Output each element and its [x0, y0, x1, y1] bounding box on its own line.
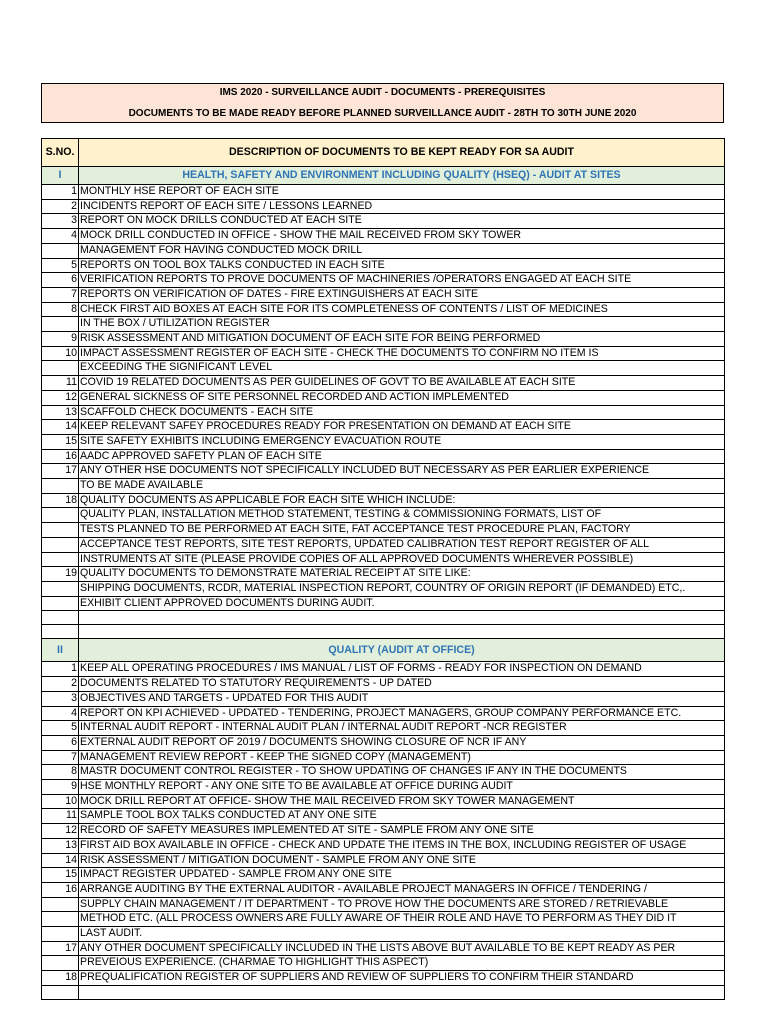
document-header — [41, 83, 724, 123]
row-description: REPORTS ON VERIFICATION OF DATES - FIRE EXTINGUISHERS AT EACH SITE — [79, 287, 725, 302]
row-description: QUALITY DOCUMENTS AS APPLICABLE FOR EACH SITE WHICH INCLUDE: — [79, 493, 725, 508]
row-description: PREVEIOUS EXPERIENCE. (CHARMAE TO HIGHLIGHT THIS ASPECT) — [79, 956, 725, 971]
row-number: 15 — [42, 868, 79, 883]
row-number: 14 — [42, 420, 79, 435]
table-row — [42, 882, 725, 897]
table-row — [42, 376, 725, 391]
row-description: ARRANGE AUDITING BY THE EXTERNAL AUDITOR - AVAILABLE PROJECT MANAGERS IN OFFICE / TENDERING / — [79, 882, 725, 897]
table-row — [42, 853, 725, 868]
row-description: EXHIBIT CLIENT APPROVED DOCUMENTS DURING AUDIT. — [79, 596, 725, 611]
row-description: REPORTS ON TOOL BOX TALKS CONDUCTED IN EACH SITE — [79, 258, 725, 273]
blank-cell — [79, 625, 725, 639]
document-title: IMS 2020 - SURVEILLANCE AUDIT - DOCUMENTS - PREREQUISITES — [219, 87, 546, 98]
row-description: KEEP ALL OPERATING PROCEDURES / IMS MANUAL / LIST OF FORMS - READY FOR INSPECTION ON DEMAND — [79, 662, 725, 677]
blank-cell — [42, 625, 79, 639]
row-description: DOCUMENTS RELATED TO STATUTORY REQUIREMENTS - UP DATED — [79, 677, 725, 692]
row-description: FIRST AID BOX AVAILABLE IN OFFICE - CHECK AND UPDATE THE ITEMS IN THE BOX, INCLUDING REGISTER OF USAGE — [79, 838, 725, 853]
table-row — [42, 434, 725, 449]
table-row — [42, 662, 725, 677]
row-description: MOCK DRILL CONDUCTED IN OFFICE - SHOW THE MAIL RECEIVED FROM SKY TOWER — [79, 229, 725, 244]
row-description: MASTR DOCUMENT CONTROL REGISTER - TO SHOW UPDATING OF CHANGES IF ANY IN THE DOCUMENTS — [79, 765, 725, 780]
row-number: 12 — [42, 390, 79, 405]
row-number: 16 — [42, 882, 79, 897]
table-row — [42, 971, 725, 986]
table-row — [42, 508, 725, 523]
table-row — [42, 794, 725, 809]
row-number: 9 — [42, 332, 79, 347]
row-description: SUPPLY CHAIN MANAGEMENT / IT DEPARTMENT - TO PROVE HOW THE DOCUMENTS ARE STORED / RETRIEVABLE — [79, 897, 725, 912]
row-number: 5 — [42, 258, 79, 273]
row-description: TO BE MADE AVAILABLE — [79, 479, 725, 494]
row-description: MONTHLY HSE REPORT OF EACH SITE — [79, 185, 725, 200]
table-row — [42, 537, 725, 552]
row-number: 6 — [42, 735, 79, 750]
section-header-row — [42, 167, 725, 185]
table-row — [42, 479, 725, 494]
table-row — [42, 214, 725, 229]
blank-cell — [42, 611, 79, 625]
row-description: INTERNAL AUDIT REPORT - INTERNAL AUDIT PLAN / INTERNAL AUDIT REPORT -NCR REGISTER — [79, 721, 725, 736]
row-number — [42, 956, 79, 971]
row-number: 8 — [42, 765, 79, 780]
row-description: EXTERNAL AUDIT REPORT OF 2019 / DOCUMENTS SHOWING CLOSURE OF NCR IF ANY — [79, 735, 725, 750]
row-number — [42, 317, 79, 332]
row-description: IN THE BOX / UTILIZATION REGISTER — [79, 317, 725, 332]
row-number: 13 — [42, 838, 79, 853]
row-number: 10 — [42, 346, 79, 361]
row-description: RECORD OF SAFETY MEASURES IMPLEMENTED AT SITE - SAMPLE FROM ANY ONE SITE — [79, 824, 725, 839]
table-row — [42, 346, 725, 361]
row-number — [42, 581, 79, 596]
row-description: INCIDENTS REPORT OF EACH SITE / LESSONS LEARNED — [79, 199, 725, 214]
blank-cell — [42, 985, 79, 999]
row-number: 2 — [42, 677, 79, 692]
row-number: 3 — [42, 214, 79, 229]
table-row — [42, 868, 725, 883]
row-description: KEEP RELEVANT SAFEY PROCEDURES READY FOR PRESENTATION ON DEMAND AT EACH SITE — [79, 420, 725, 435]
row-number: 3 — [42, 691, 79, 706]
row-number — [42, 243, 79, 258]
row-number: 10 — [42, 794, 79, 809]
table-row — [42, 809, 725, 824]
section-number: I — [42, 167, 79, 185]
row-number — [42, 596, 79, 611]
table-row — [42, 677, 725, 692]
row-number: 4 — [42, 706, 79, 721]
sno-column-header: S.NO. — [42, 139, 79, 167]
row-number — [42, 552, 79, 567]
table-row — [42, 721, 725, 736]
row-description: QUALITY DOCUMENTS TO DEMONSTRATE MATERIAL RECEIPT AT SITE LIKE: — [79, 567, 725, 582]
section-header-row — [42, 639, 725, 662]
section-title: HEALTH, SAFETY AND ENVIRONMENT INCLUDING QUALITY (HSEQ) - AUDIT AT SITES — [79, 167, 725, 185]
table-row — [42, 912, 725, 927]
blank-row — [42, 625, 725, 639]
row-number: 6 — [42, 273, 79, 288]
section-number: II — [42, 639, 79, 662]
row-description: SCAFFOLD CHECK DOCUMENTS - EACH SITE — [79, 405, 725, 420]
table-row — [42, 287, 725, 302]
row-description: ACCEPTANCE TEST REPORTS, SITE TEST REPORTS, UPDATED CALIBRATION TEST REPORT REGISTER OF ALL — [79, 537, 725, 552]
blank-row — [42, 611, 725, 625]
table-row — [42, 552, 725, 567]
row-description: SAMPLE TOOL BOX TALKS CONDUCTED AT ANY ONE SITE — [79, 809, 725, 824]
row-number: 2 — [42, 199, 79, 214]
row-number — [42, 361, 79, 376]
table-row — [42, 956, 725, 971]
table-row — [42, 317, 725, 332]
row-number — [42, 479, 79, 494]
row-description: VERIFICATION REPORTS TO PROVE DOCUMENTS OF MACHINERIES /OPERATORS ENGAGED AT EACH SITE — [79, 273, 725, 288]
row-number: 7 — [42, 750, 79, 765]
row-number: 18 — [42, 971, 79, 986]
table-row — [42, 838, 725, 853]
table-row — [42, 824, 725, 839]
table-row — [42, 405, 725, 420]
row-description: TESTS PLANNED TO BE PERFORMED AT EACH SITE, FAT ACCEPTANCE TEST PROCEDURE PLAN, FACTORY — [79, 523, 725, 538]
row-number — [42, 897, 79, 912]
row-description: COVID 19 RELATED DOCUMENTS AS PER GUIDELINES OF GOVT TO BE AVAILABLE AT EACH SITE — [79, 376, 725, 391]
row-description: RISK ASSESSMENT AND MITIGATION DOCUMENT OF EACH SITE FOR BEING PERFORMED — [79, 332, 725, 347]
row-number: 1 — [42, 662, 79, 677]
table-row — [42, 361, 725, 376]
table-row — [42, 581, 725, 596]
table-row — [42, 258, 725, 273]
table-row — [42, 229, 725, 244]
table-row — [42, 941, 725, 956]
row-description: SHIPPING DOCUMENTS, RCDR, MATERIAL INSPECTION REPORT, COUNTRY OF ORIGIN REPORT (IF DEMANDED) ETC,. — [79, 581, 725, 596]
row-number: 17 — [42, 464, 79, 479]
table-row — [42, 273, 725, 288]
row-description: ANY OTHER DOCUMENT SPECIFICALLY INCLUDED IN THE LISTS ABOVE BUT AVAILABLE TO BE KEPT READY AS PER — [79, 941, 725, 956]
table-row — [42, 493, 725, 508]
row-number — [42, 537, 79, 552]
section-title: QUALITY (AUDIT AT OFFICE) — [79, 639, 725, 662]
document-subtitle: DOCUMENTS TO BE MADE READY BEFORE PLANNED SURVEILLANCE AUDIT - 28TH TO 30TH JUNE 2020 — [128, 108, 637, 119]
table-row — [42, 780, 725, 795]
row-number: 7 — [42, 287, 79, 302]
table-row — [42, 243, 725, 258]
blank-cell — [79, 611, 725, 625]
row-description: INSTRUMENTS AT SITE (PLEASE PROVIDE COPIES OF ALL APPROVED DOCUMENTS WHEREVER POSSIBLE) — [79, 552, 725, 567]
column-header-row — [42, 139, 725, 167]
table-row — [42, 332, 725, 347]
row-description: METHOD ETC. (ALL PROCESS OWNERS ARE FULLY AWARE OF THEIR ROLE AND HAVE TO PERFORM AS THEY DID IT — [79, 912, 725, 927]
row-description: ANY OTHER HSE DOCUMENTS NOT SPECIFICALLY INCLUDED BUT NECESSARY AS PER EARLIER EXPERIENCE — [79, 464, 725, 479]
table-row — [42, 927, 725, 942]
documents-table — [41, 138, 725, 1000]
table-row — [42, 302, 725, 317]
table-row — [42, 390, 725, 405]
row-description: MOCK DRILL REPORT AT OFFICE- SHOW THE MAIL RECEIVED FROM SKY TOWER MANAGEMENT — [79, 794, 725, 809]
row-number: 17 — [42, 941, 79, 956]
blank-row — [42, 985, 725, 999]
row-number: 13 — [42, 405, 79, 420]
row-description: OBJECTIVES AND TARGETS - UPDATED FOR THIS AUDIT — [79, 691, 725, 706]
row-description: MANAGEMENT REVIEW REPORT - KEEP THE SIGNED COPY (MANAGEMENT) — [79, 750, 725, 765]
table-row — [42, 420, 725, 435]
table-row — [42, 199, 725, 214]
row-description: HSE MONTHLY REPORT - ANY ONE SITE TO BE AVAILABLE AT OFFICE DURING AUDIT — [79, 780, 725, 795]
row-number: 18 — [42, 493, 79, 508]
row-description: IMPACT REGISTER UPDATED - SAMPLE FROM ANY ONE SITE — [79, 868, 725, 883]
description-column-header: DESCRIPTION OF DOCUMENTS TO BE KEPT READY FOR SA AUDIT — [79, 139, 725, 167]
row-description: SITE SAFETY EXHIBITS INCLUDING EMERGENCY EVACUATION ROUTE — [79, 434, 725, 449]
row-description: MANAGEMENT FOR HAVING CONDUCTED MOCK DRILL — [79, 243, 725, 258]
blank-cell — [79, 985, 725, 999]
row-number: 16 — [42, 449, 79, 464]
row-description: REPORT ON MOCK DRILLS CONDUCTED AT EACH SITE — [79, 214, 725, 229]
row-description: RISK ASSESSMENT / MITIGATION DOCUMENT - SAMPLE FROM ANY ONE SITE — [79, 853, 725, 868]
table-row — [42, 750, 725, 765]
row-number: 19 — [42, 567, 79, 582]
table-row — [42, 523, 725, 538]
row-description: PREQUALIFICATION REGISTER OF SUPPLIERS AND REVIEW OF SUPPLIERS TO CONFIRM THEIR STANDARD — [79, 971, 725, 986]
table-row — [42, 706, 725, 721]
table-row — [42, 464, 725, 479]
table-row — [42, 735, 725, 750]
row-description: AADC APPROVED SAFETY PLAN OF EACH SITE — [79, 449, 725, 464]
row-number — [42, 508, 79, 523]
table-row — [42, 567, 725, 582]
row-number: 14 — [42, 853, 79, 868]
row-number: 8 — [42, 302, 79, 317]
row-description: REPORT ON KPI ACHIEVED - UPDATED - TENDERING, PROJECT MANAGERS, GROUP COMPANY PERFORMANCE ETC. — [79, 706, 725, 721]
row-number: 11 — [42, 809, 79, 824]
row-description: IMPACT ASSESSMENT REGISTER OF EACH SITE - CHECK THE DOCUMENTS TO CONFIRM NO ITEM IS — [79, 346, 725, 361]
table-row — [42, 765, 725, 780]
row-number: 4 — [42, 229, 79, 244]
row-description: LAST AUDIT. — [79, 927, 725, 942]
row-description: EXCEEDING THE SIGNIFICANT LEVEL — [79, 361, 725, 376]
row-number: 5 — [42, 721, 79, 736]
row-description: GENERAL SICKNESS OF SITE PERSONNEL RECORDED AND ACTION IMPLEMENTED — [79, 390, 725, 405]
row-number: 1 — [42, 185, 79, 200]
row-description: QUALITY PLAN, INSTALLATION METHOD STATEMENT, TESTING & COMMISSIONING FORMATS, LIST OF — [79, 508, 725, 523]
table-row — [42, 449, 725, 464]
row-description: CHECK FIRST AID BOXES AT EACH SITE FOR ITS COMPLETENESS OF CONTENTS / LIST OF MEDICINES — [79, 302, 725, 317]
row-number: 9 — [42, 780, 79, 795]
row-number: 12 — [42, 824, 79, 839]
table-row — [42, 897, 725, 912]
table-row — [42, 691, 725, 706]
row-number — [42, 912, 79, 927]
row-number: 15 — [42, 434, 79, 449]
table-row — [42, 596, 725, 611]
table-row — [42, 185, 725, 200]
row-number: 11 — [42, 376, 79, 391]
row-number — [42, 927, 79, 942]
row-number — [42, 523, 79, 538]
